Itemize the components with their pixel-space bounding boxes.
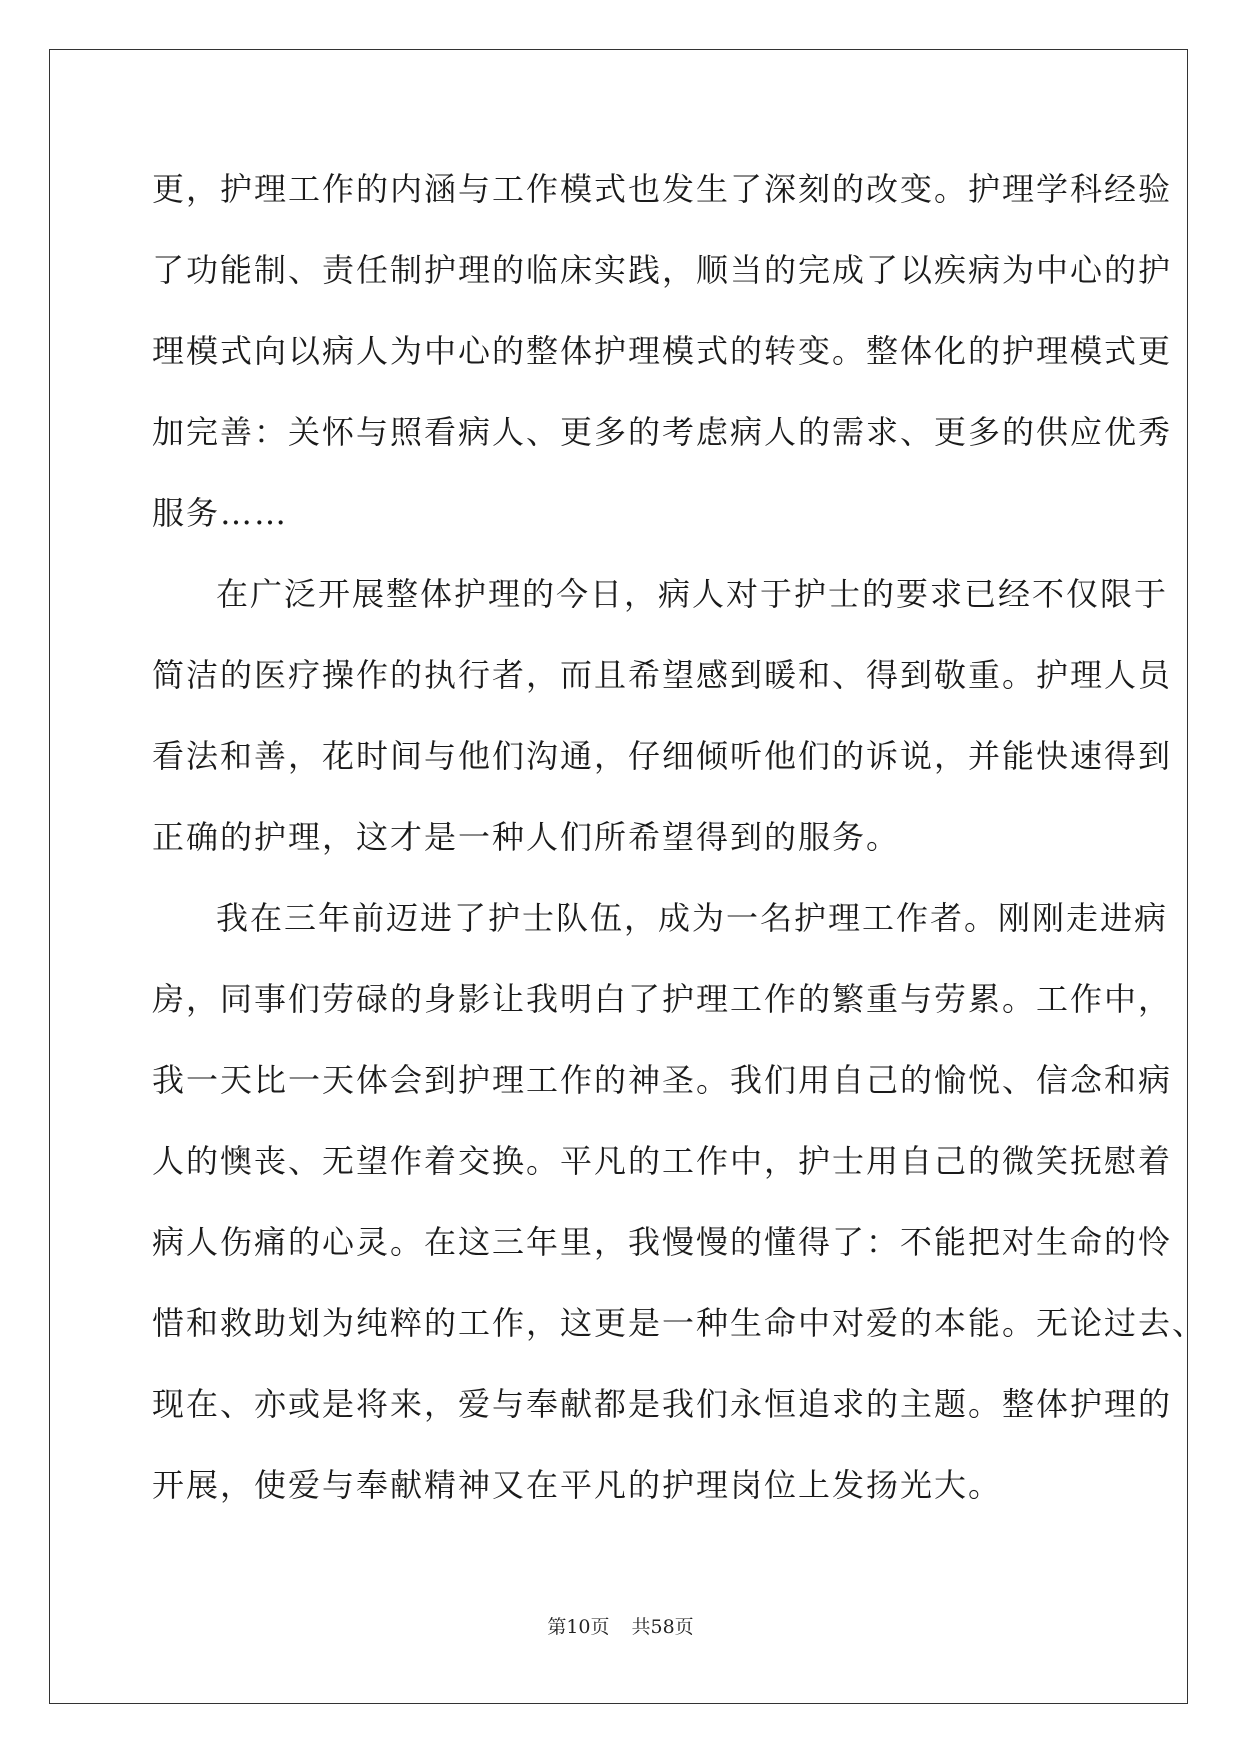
- text-line: 惜和救助划为纯粹的工作，这更是一种生命中对爱的本能。无论过去、: [152, 1304, 1207, 1342]
- text-line: 我一天比一天体会到护理工作的神圣。我们用自己的愉悦、信念和病: [152, 1061, 1173, 1099]
- current-page-label: 第10页: [547, 1616, 610, 1638]
- document-body: [152, 160, 1207, 1537]
- paragraph-start-line: 我在三年前迈进了护士队伍，成为一名护理工作者。刚刚走进病: [216, 899, 1169, 937]
- text-line: 加完善：关怀与照看病人、更多的考虑病人的需求、更多的供应优秀: [152, 413, 1173, 451]
- text-line: 理模式向以病人为中心的整体护理模式的转变。整体化的护理模式更: [152, 332, 1173, 370]
- text-line: 看法和善，花时间与他们沟通，仔细倾听他们的诉说，并能快速得到: [152, 737, 1173, 775]
- text-line: 简洁的医疗操作的执行者，而且希望感到暖和、得到敬重。护理人员: [152, 656, 1173, 694]
- text-line: 正确的护理，这才是一种人们所希望得到的服务。: [152, 818, 901, 856]
- text-line: 人的懊丧、无望作着交换。平凡的工作中，护士用自己的微笑抚慰着: [152, 1142, 1173, 1180]
- text-line: 房，同事们劳碌的身影让我明白了护理工作的繁重与劳累。工作中，: [152, 980, 1173, 1018]
- page-footer: [0, 1612, 1241, 1639]
- total-pages-label: 共58页: [631, 1616, 694, 1638]
- text-line: 服务……: [152, 494, 289, 532]
- text-line: 了功能制、责任制护理的临床实践，顺当的完成了以疾病为中心的护: [152, 251, 1173, 289]
- paragraph-start-line: 在广泛开展整体护理的今日，病人对于护士的要求已经不仅限于: [216, 575, 1169, 613]
- text-line: 开展，使爱与奉献精神又在平凡的护理岗位上发扬光大。: [152, 1466, 1003, 1504]
- text-line: 病人伤痛的心灵。在这三年里，我慢慢的懂得了：不能把对生命的怜: [152, 1223, 1173, 1261]
- text-line: 现在、亦或是将来，爱与奉献都是我们永恒追求的主题。整体护理的: [152, 1385, 1173, 1423]
- text-line: 更，护理工作的内涵与工作模式也发生了深刻的改变。护理学科经验: [152, 170, 1173, 208]
